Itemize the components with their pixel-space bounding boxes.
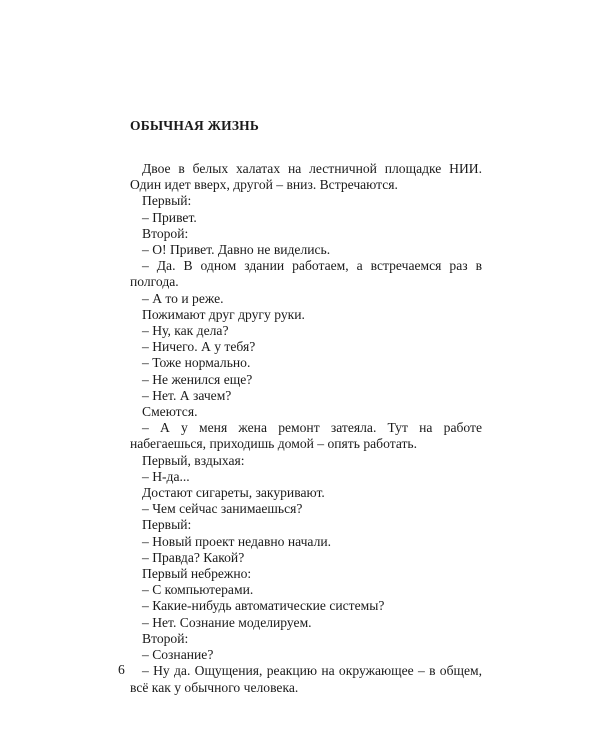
paragraph: Пожимают друг другу руки. bbox=[142, 306, 305, 322]
paragraph: Первый небрежно: bbox=[142, 566, 252, 582]
paragraph: – Ну да. Ощущения, реакцию на окружающее – в общем, всё как у обычного человека. bbox=[130, 663, 482, 695]
page-number: 6 bbox=[118, 662, 125, 677]
paragraph: – С компьютерами. bbox=[142, 582, 254, 598]
paragraph: – О! Привет. Давно не виделись. bbox=[142, 242, 331, 258]
body-text bbox=[130, 161, 482, 696]
paragraph: – Ну, как дела? bbox=[142, 323, 229, 339]
paragraph: Первый: bbox=[142, 193, 192, 209]
paragraph: – Ничего. А у тебя? bbox=[142, 339, 256, 355]
paragraph: – Тоже нормально. bbox=[142, 355, 251, 371]
paragraph: – Привет. bbox=[142, 209, 197, 225]
paragraph: – Какие-нибудь автоматические системы? bbox=[142, 598, 385, 614]
paragraph: – Чем сейчас занимаешься? bbox=[142, 501, 303, 517]
paragraph: Второй: bbox=[142, 225, 189, 241]
paragraph: – Н-да... bbox=[142, 468, 190, 484]
paragraph: Второй: bbox=[142, 630, 189, 646]
chapter-title: ОБЫЧНАЯ ЖИЗНЬ bbox=[130, 118, 259, 133]
paragraph: Первый: bbox=[142, 517, 192, 533]
paragraph: Смеются. bbox=[142, 404, 198, 420]
paragraph: – Нет. Сознание моделируем. bbox=[142, 614, 312, 630]
paragraph: – А у меня жена ремонт затеяла. Тут на работе набегаешься, приходишь домой – опять работать. bbox=[130, 420, 482, 452]
paragraph: – Сознание? bbox=[142, 647, 214, 663]
paragraph: – А то и реже. bbox=[142, 290, 224, 306]
paragraph: – Не женился еще? bbox=[142, 371, 253, 387]
paragraph: Достают сигареты, закуривают. bbox=[142, 485, 325, 501]
paragraph: – Да. В одном здании работаем, а встречаемся раз в полгода. bbox=[130, 258, 482, 290]
paragraph: – Правда? Какой? bbox=[142, 549, 245, 565]
paragraph: – Новый проект недавно начали. bbox=[142, 533, 332, 549]
paragraph: Двое в белых халатах на лестничной площадке НИИ. Один идет вверх, другой – вниз. Встречаются. bbox=[130, 161, 482, 193]
paragraph: – Нет. А зачем? bbox=[142, 387, 232, 403]
paragraph: Первый, вздыхая: bbox=[142, 452, 245, 468]
